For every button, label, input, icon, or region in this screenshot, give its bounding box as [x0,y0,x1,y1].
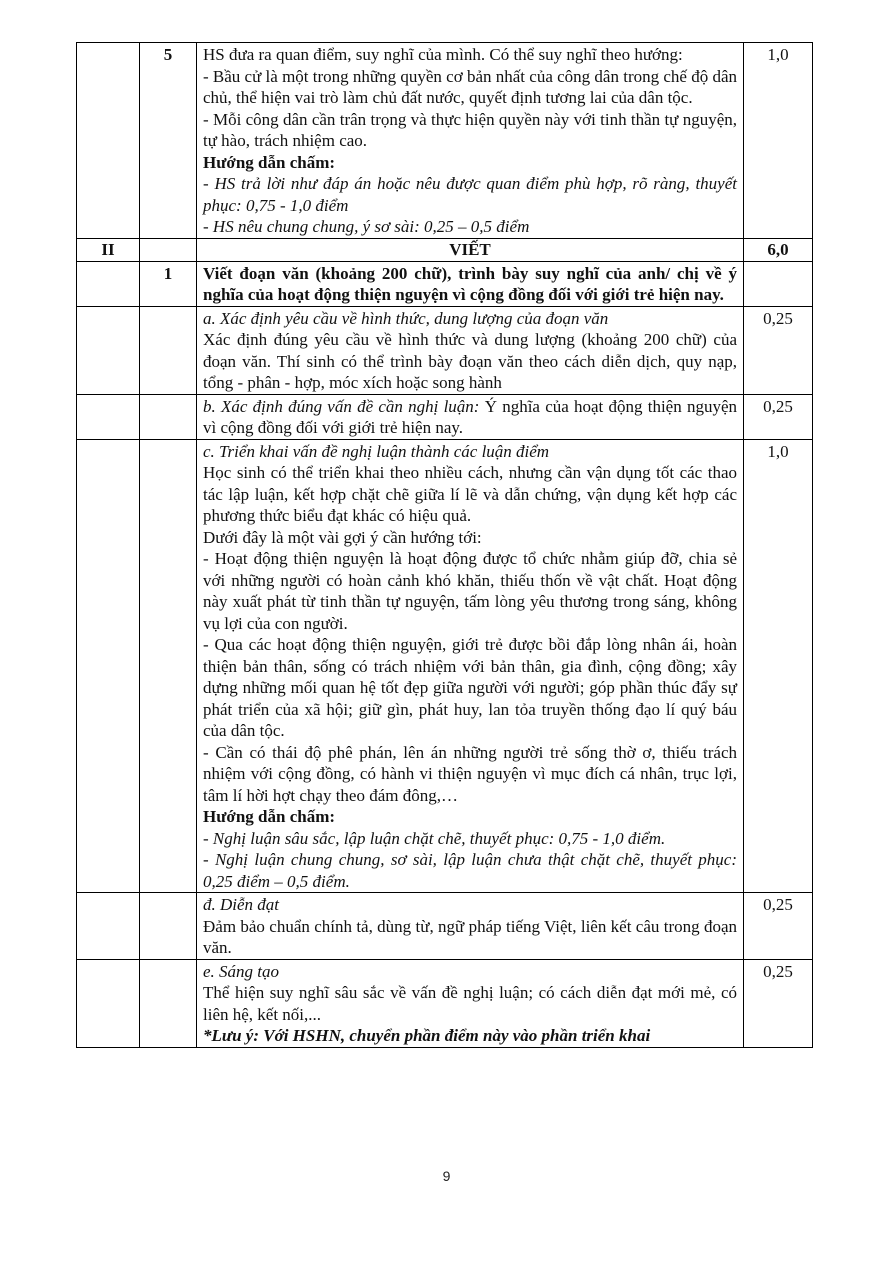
criterion-heading: b. Xác định đúng vấn đề cần nghị luận: [203,396,480,416]
table-row-criterion-e [77,959,813,1047]
table-row-criterion-b [77,394,813,439]
empty-cell [77,306,140,394]
answer-key-page [76,42,812,1048]
score-cell: 0,25 [744,893,813,960]
criterion-text: Đảm bảo chuẩn chính tả, dùng từ, ngữ pháp tiếng Việt, liên kết câu trong đoạn văn. [203,916,737,957]
guide-line: - HS trả lời như đáp án hoặc nêu được quan điểm phù hợp, rõ ràng, thuyết phục: 0,75 - 1,0 điểm [203,174,737,215]
empty-cell [140,959,197,1047]
answer-line: - Bầu cử là một trong những quyền cơ bản nhất của công dân trong chế độ dân chủ, thể hiện vai trò làm chủ đất nước, quyết định tương lai của dân tộc. [203,66,737,107]
empty-cell [77,893,140,960]
guide-line: - HS nêu chung chung, ý sơ sài: 0,25 – 0,5 điểm [203,217,530,236]
empty-cell [77,261,140,306]
criterion-text: Thể hiện suy nghĩ sâu sắc về vấn đề nghị luận; có cách diễn đạt mới mẻ, có liên hệ, kết nối,... [203,983,737,1024]
criterion-heading: đ. Diễn đạt [203,895,280,914]
page-number: 9 [442,1168,451,1184]
empty-cell [77,959,140,1047]
criterion-text: Xác định đúng yêu cầu về hình thức và dung lượng (khoảng 200 chữ) của đoạn văn. Thí sinh có thể trình bày đoạn văn theo cách diễn dịch, quy nạp, tổng - phân - hợp, móc xích hoặc song hành [203,330,737,392]
guide-line: - Nghị luận sâu sắc, lập luận chặt chẽ, thuyết phục: 0,75 - 1,0 điểm. [203,828,666,848]
section-header-row [77,238,813,261]
section-number: II [77,238,140,261]
criterion-text: - Qua các hoạt động thiện nguyện, giới trẻ được bồi đắp lòng nhân ái, hoàn thiện bản thân, sống có trách nhiệm với bản thân, gia đình, cộng đồng; xây dựng những mối quan hệ tốt đẹp giữa người với người; góp phần thúc đẩy sự phát triển của xã hội; giữ gìn, phát huy, lan tỏa truyền thống đạo lí quý báu của dân tộc. [203,635,737,740]
score-cell: 1,0 [744,439,813,893]
note-text: *Lưu ý: Với HSHN, chuyển phần điểm này vào phần triển khai [203,1026,651,1045]
part-cell [77,43,140,239]
criterion-text: Học sinh có thể triển khai theo nhiều cách, nhưng cần vận dụng tốt các thao tác lập luận, kết hợp chặt chẽ giữa lí lẽ và dẫn chứng, vận dụng kết hợp các phương thức biểu đạt khác có hiệu quả. [203,463,737,525]
criterion-text: Dưới đây là một vài gợi ý cần hướng tới: [203,527,482,547]
criterion-content [197,959,744,1047]
question-prompt: Viết đoạn văn (khoảng 200 chữ), trình bày suy nghĩ của anh/ chị về ý nghĩa của hoạt động thiện nguyện vì cộng đồng đối với giới trẻ hiện nay. [197,261,744,306]
table-row-q5 [77,43,813,239]
criterion-text: Ý nghĩa của hoạt động thiện nguyện vì cộng đồng đối với giới trẻ hiện nay. [203,396,737,437]
score-cell: 1,0 [744,43,813,239]
section-score: 6,0 [744,238,813,261]
empty-cell [77,394,140,439]
empty-cell [77,439,140,893]
guide-title: Hướng dẫn chấm: [203,807,336,826]
criterion-content [197,394,744,439]
question-number: 1 [140,261,197,306]
guide-title: Hướng dẫn chấm: [203,152,336,172]
empty-cell [140,238,197,261]
empty-cell [140,439,197,893]
table-row-q1 [77,261,813,306]
answer-content [197,43,744,239]
score-cell: 0,25 [744,306,813,394]
question-number: 5 [140,43,197,239]
answer-line: - Mỗi công dân cần trân trọng và thực hiện quyền này với tinh thần tự nguyện, tự hào, trách nhiệm cao. [203,109,737,150]
criterion-heading: c. Triển khai vấn đề nghị luận thành các luận điểm [203,441,550,461]
table-row-criterion-d [77,893,813,960]
criterion-heading: e. Sáng tạo [203,961,280,981]
criterion-text: - Cần có thái độ phê phán, lên án những người trẻ sống thờ ơ, thiếu trách nhiệm với cộng đồng, có hành vi thiện nguyện vì mục đích cá nhân, trục lợi, tâm lí hời hợt chạy theo đám đông,… [203,742,737,805]
answer-line: HS đưa ra quan điểm, suy nghĩ của mình. Có thể suy nghĩ theo hướng: [203,45,683,64]
score-cell: 0,25 [744,394,813,439]
criterion-heading: a. Xác định yêu cầu về hình thức, dung lượng của đoạn văn [203,308,609,328]
empty-cell [140,394,197,439]
criterion-content [197,893,744,960]
empty-cell [140,306,197,394]
empty-cell [140,893,197,960]
table-row-criterion-a [77,306,813,394]
criterion-text: - Hoạt động thiện nguyện là hoạt động được tổ chức nhằm giúp đỡ, chia sẻ với những người có hoàn cảnh khó khăn, thiếu thốn về vật chất. Hoạt động này xuất phát từ tinh thần tự nguyện, tấm lòng yêu thương trong sáng, không vụ lợi của con người. [203,549,737,633]
table-row-criterion-c [77,439,813,893]
section-title: VIẾT [197,238,744,261]
score-cell: 0,25 [744,959,813,1047]
criterion-content [197,439,744,893]
criterion-content [197,306,744,394]
grading-table [76,42,813,1048]
empty-cell [744,261,813,306]
guide-line: - Nghị luận chung chung, sơ sài, lập luận chưa thật chặt chẽ, thuyết phục: 0,25 điểm – 0,5 điểm. [203,850,737,891]
